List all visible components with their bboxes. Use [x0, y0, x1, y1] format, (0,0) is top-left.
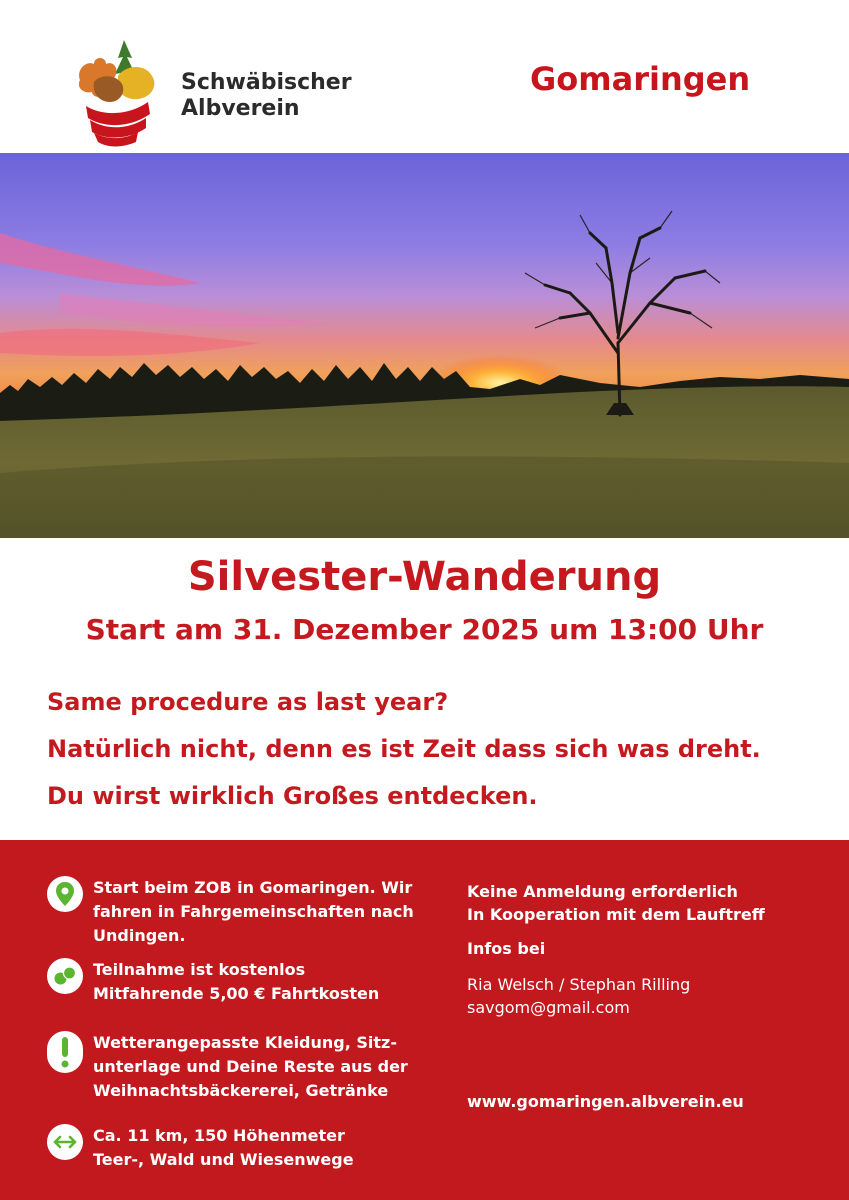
feature-line: Teer-, Wald und Wiesenwege [93, 1150, 354, 1169]
intro-line: Natürlich nicht, denn es ist Zeit dass sich was dreht. [47, 735, 761, 763]
contact-email[interactable]: savgom@gmail.com [467, 998, 630, 1017]
feature-line: Wetterangepasste Kleidung, Sitz- [93, 1033, 397, 1052]
distance-arrows-icon [47, 1124, 83, 1160]
albverein-logo-icon [72, 36, 164, 148]
town-name: Gomaringen [530, 60, 751, 98]
sunset-landscape-photo [0, 153, 849, 538]
feature-line: Undingen. [93, 926, 186, 945]
feature-line: Weihnachtsbäckererei, Getränke [93, 1081, 389, 1100]
org-name [181, 70, 352, 122]
location-pin-icon [47, 876, 83, 912]
registration-info [467, 880, 765, 926]
info-panel [0, 840, 849, 1200]
feature-line: Start beim ZOB in Gomaringen. Wir [93, 878, 413, 897]
feature-line: Mitfahrende 5,00 € Fahrtkosten [93, 984, 380, 1003]
event-subtitle: Start am 31. Dezember 2025 um 13:00 Uhr [85, 613, 764, 646]
intro-line: Same procedure as last year? [47, 688, 449, 716]
intro-line: Du wirst wirklich Großes entdecken. [47, 782, 538, 810]
intro-text [47, 682, 761, 823]
feature-text [93, 1124, 354, 1172]
coins-icon [47, 958, 83, 994]
org-name-line2: Albverein [181, 96, 300, 121]
feature-line: Teilnahme ist kostenlos [93, 960, 306, 979]
event-title: Silvester-Wanderung [187, 554, 662, 600]
cooperation-text: In Kooperation mit dem Lauftreff [467, 905, 765, 924]
feature-line: unterlage und Deine Reste aus der [93, 1057, 408, 1076]
feature-line: fahren in Fahrgemeinschaften nach [93, 902, 414, 921]
org-name-line1: Schwäbischer [181, 70, 352, 95]
contact-info [467, 973, 690, 1019]
website-link[interactable]: www.gomaringen.albverein.eu [467, 1092, 744, 1111]
feature-line: Ca. 11 km, 150 Höhenmeter [93, 1126, 345, 1145]
feature-text [93, 1031, 408, 1103]
no-registration-text: Keine Anmeldung erforderlich [467, 882, 738, 901]
infos-label: Infos bei [467, 939, 546, 958]
header [0, 0, 849, 153]
feature-text [93, 958, 379, 1006]
exclamation-icon [47, 1031, 83, 1073]
contact-names: Ria Welsch / Stephan Rilling [467, 975, 691, 994]
feature-text [93, 876, 414, 948]
